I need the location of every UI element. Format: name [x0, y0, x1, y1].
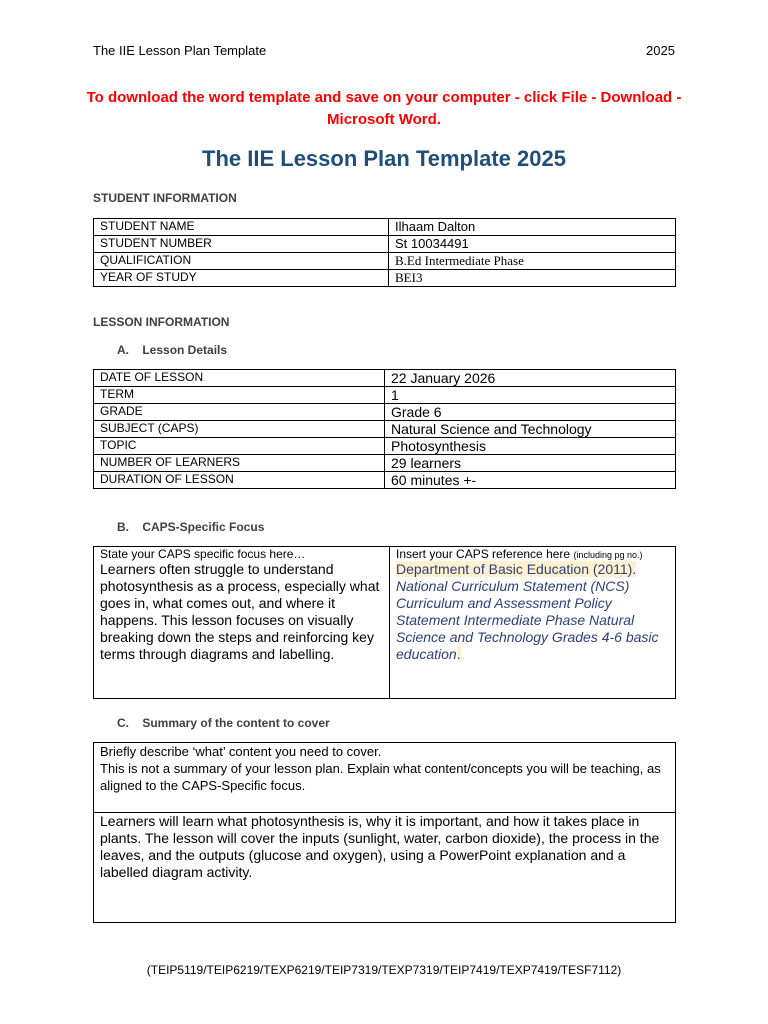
lesson-details-table [93, 369, 676, 489]
subject-value: Natural Science and Technology [385, 421, 676, 438]
table-row [94, 455, 676, 472]
term-value: 1 [385, 387, 676, 404]
grade-value: Grade 6 [385, 404, 676, 421]
table-row [94, 438, 676, 455]
field-label: STUDENT NUMBER [94, 236, 389, 253]
table-row [94, 270, 676, 287]
caps-focus-text: Learners often struggle to understand photosynthesis as a process, especially what goes in, what comes out, and where it happens. This lesson focuses on visually breaking down the steps and reinforcing key terms through diagrams and labelling. [100, 561, 380, 662]
lesson-info-heading: LESSON INFORMATION [93, 315, 230, 329]
field-label: SUBJECT (CAPS) [94, 421, 385, 438]
caps-focus-table [93, 546, 676, 699]
table-row [94, 547, 676, 699]
caps-focus-heading: B. CAPS-Specific Focus [117, 520, 265, 534]
caps-focus-cell [94, 547, 390, 699]
date-value: 22 January 2026 [385, 370, 676, 387]
summary-table [93, 742, 676, 923]
field-label: DATE OF LESSON [94, 370, 385, 387]
student-info-heading: STUDENT INFORMATION [93, 191, 237, 205]
year-of-study-value: BEI3 [389, 270, 676, 287]
reference-author: Department of Basic Education (2011). [396, 561, 637, 577]
field-label: GRADE [94, 404, 385, 421]
summary-instruction-2: This is not a summary of your lesson plan. Explain what content/concepts you will be teaching, as aligned to the CAPS-Specific focus. [100, 761, 661, 793]
caps-reference-text [396, 561, 669, 663]
summary-heading: C. Summary of the content to cover [117, 716, 330, 730]
table-row [94, 387, 676, 404]
document-title: The IIE Lesson Plan Template 2025 [202, 146, 566, 171]
summary-instructions-cell [94, 743, 676, 813]
lesson-details-heading: A. Lesson Details [117, 343, 228, 357]
field-label: TOPIC [94, 438, 385, 455]
qualification-value: B.Ed Intermediate Phase [389, 253, 676, 270]
table-row [94, 236, 676, 253]
table-row [94, 370, 676, 387]
student-number-value: St 10034491 [389, 236, 676, 253]
field-label: DURATION OF LESSON [94, 472, 385, 489]
table-row [94, 743, 676, 813]
page-header-year: 2025 [646, 43, 675, 58]
field-label: NUMBER OF LEARNERS [94, 455, 385, 472]
page-header-title: The IIE Lesson Plan Template [93, 43, 267, 58]
duration-value: 60 minutes +- [385, 472, 676, 489]
student-name-value: Ilhaam Dalton [389, 219, 676, 236]
table-row [94, 421, 676, 438]
topic-value: Photosynthesis [385, 438, 676, 455]
table-row [94, 253, 676, 270]
table-row [94, 219, 676, 236]
field-label: QUALIFICATION [94, 253, 389, 270]
caps-focus-prompt: State your CAPS specific focus here… [100, 547, 306, 561]
module-codes-footer: (TEIP5119/TEIP6219/TEXP6219/TEIP7319/TEXP7319/TEIP7419/TEXP7419/TESF7112) [146, 963, 622, 977]
field-label: TERM [94, 387, 385, 404]
table-row [94, 404, 676, 421]
reference-end: . [456, 646, 461, 662]
caps-reference-prompt-text: Insert your CAPS reference here [396, 547, 571, 561]
table-row [94, 813, 676, 923]
table-row [94, 472, 676, 489]
field-label: STUDENT NAME [94, 219, 389, 236]
caps-reference-prompt-note: (including pg no.) [573, 550, 643, 560]
caps-reference-prompt [396, 547, 669, 561]
field-label: YEAR OF STUDY [94, 270, 389, 287]
caps-reference-cell [390, 547, 676, 699]
learners-value: 29 learners [385, 455, 676, 472]
reference-title: National Curriculum Statement (NCS) Curriculum and Assessment Policy Statement Intermediate Phase Natural Science and Technology Grades 4-6 basic education [396, 578, 659, 662]
download-notice: To download the word template and save on your computer - click File - Download - Microsoft Word. [86, 89, 682, 128]
summary-content-cell: Learners will learn what photosynthesis is, why it is important, and how it takes place in plants. The lesson will cover the inputs (sunlight, water, carbon dioxide), the process in the leaves, and the outputs (glucose and oxygen), using a PowerPoint explanation and a labelled diagram activity. [94, 813, 676, 923]
summary-instruction-1: Briefly describe ‘what’ content you need to cover. [100, 744, 382, 759]
student-info-table [93, 218, 676, 287]
